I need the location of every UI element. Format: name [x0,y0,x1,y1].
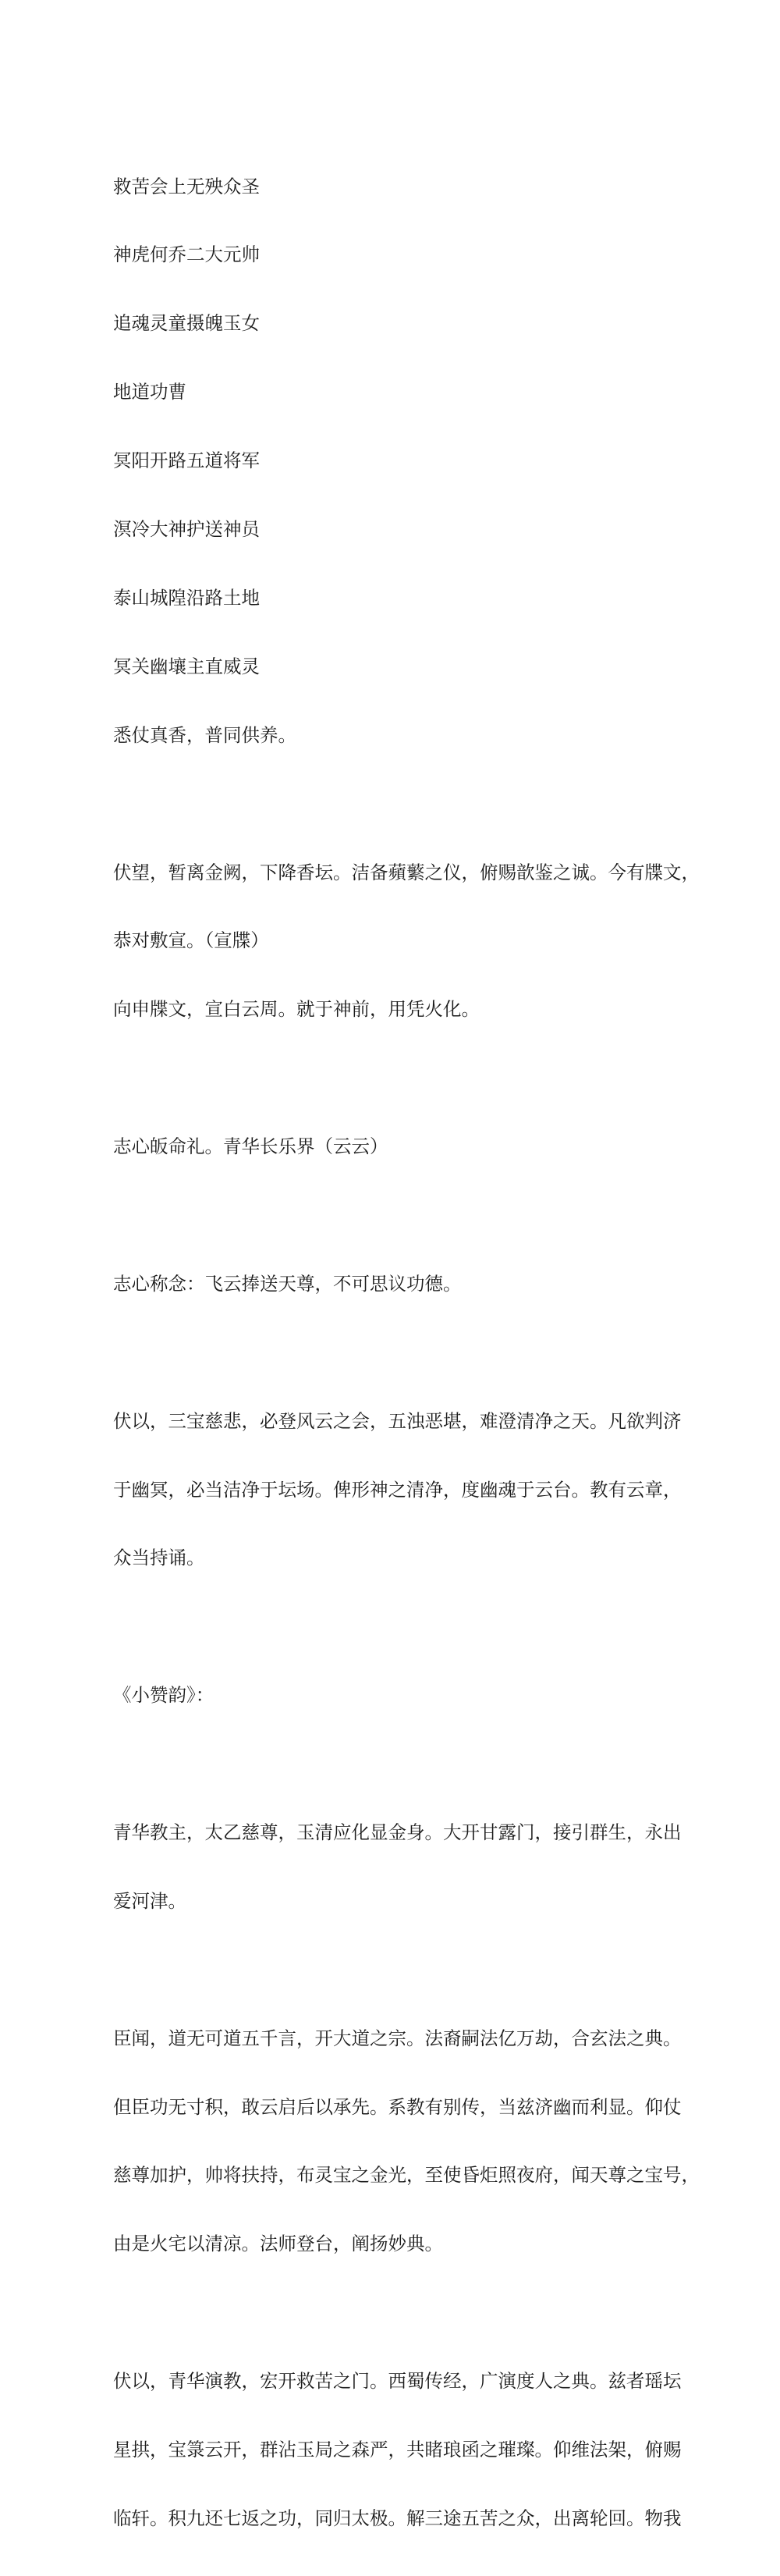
paragraph-line: 志心皈命礼。青华长乐界（云云） [113,1135,388,1158]
paragraph-line: 但臣功无寸积，敢云启后以承先。系教有别传，当兹济幽而利显。仰仗 [113,2095,682,2118]
paragraph-line: 志心称念：飞云捧送天尊，不可思议功德。 [113,1272,462,1295]
paragraph-zhixin-guiming [113,1089,675,1203]
paragraph-line: 伏以，青华演教，宏开救苦之门。西蜀传经，广演度人之典。兹者瑶坛 [113,2370,682,2393]
paragraph-spacer [113,1204,675,1227]
paragraph-line: 由是火宅以清凉。法师登台，阐扬妙典。 [113,2233,443,2255]
invocation-line: 地道功曹 [113,381,186,403]
paragraph-line: 向申牒文，宣白云周。就于神前，用凭火化。 [113,998,480,1021]
paragraph-spacer [113,1615,675,1638]
invocation-line: 救苦会上无殃众圣 [113,175,260,197]
invocation-line: 冥阳开路五道将军 [113,449,260,472]
paragraph-zhixin-chengnian [113,1227,675,1341]
invocation-line: 泰山城隍沿路土地 [113,586,260,609]
paragraph-spacer [113,1067,675,1089]
paragraph-spacer [113,1753,675,1775]
section-heading-xiaozanyun [113,1639,675,1753]
invocation-line: 神虎何乔二大元帅 [113,243,260,266]
paragraph-line: 伏以，三宝慈悲，必登风云之会，五浊恶堪，难澄清净之天。凡欲判济 [113,1409,682,1432]
section-heading: 《小赞韵》： [113,1684,214,1707]
invocation-line: 悉仗真香，普同供养。 [113,723,296,746]
paragraph-spacer [113,793,675,815]
paragraph-spacer [113,2301,675,2324]
paragraph-qinghua-jiaozhu [113,1775,682,1958]
paragraph-fuwang [113,815,700,1067]
invocation-list [113,130,675,793]
paragraph-spacer [113,1341,675,1364]
paragraph-line: 众当持诵。 [113,1547,205,1569]
paragraph-fuyi-qinghua [113,2325,682,2576]
paragraph-line: 恭对敷宣。（宣牒） [113,929,269,952]
invocation-line: 追魂灵童摄魄玉女 [113,312,260,335]
invocation-line: 溟冷大神护送神员 [113,518,260,541]
paragraph-line: 慈尊加护，帅将扶持，布灵宝之金光，至使昏炬照夜府，闻天尊之宝号， [113,2164,700,2187]
document-body [113,130,700,2576]
invocation-line: 冥关幽壤主直威灵 [113,655,260,677]
paragraph-fuyi-sanbao [113,1364,682,1615]
paragraph-chenwen [113,1981,700,2301]
paragraph-line: 臣闻，道无可道五千言，开大道之宗。法裔嗣法亿万劫，合玄法之典。 [113,2027,682,2049]
paragraph-line: 爱河津。 [113,1889,186,1912]
paragraph-spacer [113,1959,675,1981]
paragraph-line: 星拱，宝箓云开，群沾玉局之森严，共睹琅函之璀璨。仰维法架，俯赐 [113,2438,682,2461]
paragraph-line: 伏望，暂离金阙，下降香坛。洁备蘋蘩之仪，俯赐歆鉴之诚。今有牒文， [113,861,700,883]
paragraph-line: 青华教主，太乙慈尊，玉清应化显金身。大开甘露门，接引群生，永出 [113,1821,682,1843]
paragraph-line: 临轩。积九还七返之功，同归太极。解三途五苦之众，出离轮回。物我 [113,2507,682,2529]
paragraph-line: 于幽冥，必当洁净于坛场。俾形神之清净，度幽魂于云台。教有云章， [113,1478,682,1501]
